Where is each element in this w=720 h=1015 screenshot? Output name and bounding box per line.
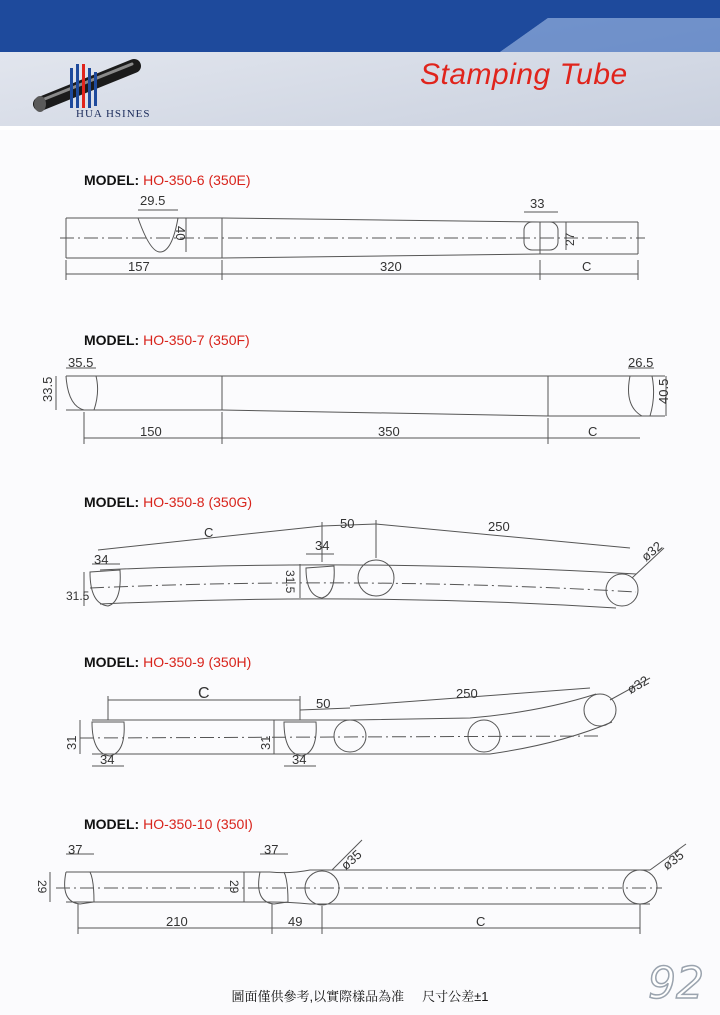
dim-label: C bbox=[476, 914, 486, 929]
tube-drawing-5 bbox=[0, 832, 720, 944]
dim-label: C bbox=[588, 424, 598, 439]
brand-name: HUA HSINES bbox=[76, 108, 151, 120]
model-name: HO-350-9 bbox=[143, 654, 205, 670]
dim-label: 49 bbox=[288, 914, 303, 929]
dim-label: C bbox=[198, 685, 210, 702]
dim-label: 40 bbox=[173, 226, 188, 241]
model-heading bbox=[84, 172, 251, 188]
dim-label: ø32 bbox=[638, 538, 666, 565]
model-label: MODEL: bbox=[84, 172, 140, 188]
tube-drawing-3 bbox=[0, 512, 720, 622]
tube-drawing-4 bbox=[0, 672, 720, 782]
dim-label: ø32 bbox=[624, 672, 652, 697]
dim-label: 29.5 bbox=[140, 193, 166, 208]
dim-label: 34 bbox=[100, 752, 115, 767]
model-heading bbox=[84, 494, 252, 510]
model-name: HO-350-10 bbox=[143, 816, 213, 832]
dim-label: 29 bbox=[227, 880, 241, 894]
dim-label: 29 bbox=[35, 880, 49, 894]
model-heading bbox=[84, 332, 250, 348]
dim-label: 27 bbox=[563, 232, 577, 246]
dim-label: ø35 bbox=[337, 846, 365, 873]
model-name: HO-350-7 bbox=[143, 332, 205, 348]
dim-label: 34 bbox=[94, 552, 109, 567]
dim-label: 320 bbox=[380, 259, 402, 274]
model-code: (350G) bbox=[208, 494, 253, 510]
model-label: MODEL: bbox=[84, 332, 140, 348]
model-code: (350I) bbox=[216, 816, 253, 832]
dim-label: 31.5 bbox=[66, 589, 90, 603]
page-number: 92 bbox=[648, 958, 704, 1009]
dim-label: 157 bbox=[128, 259, 150, 274]
tolerance-text: 尺寸公差±1 bbox=[422, 989, 489, 1004]
model-heading bbox=[84, 816, 253, 832]
model-label: MODEL: bbox=[84, 816, 140, 832]
dim-label: 250 bbox=[488, 519, 510, 534]
dim-label: 50 bbox=[340, 516, 355, 531]
dim-label: ø35 bbox=[659, 847, 687, 873]
dim-label: 50 bbox=[316, 696, 331, 711]
dim-label: 350 bbox=[378, 424, 400, 439]
model-code: (350H) bbox=[208, 654, 252, 670]
model-label: MODEL: bbox=[84, 494, 140, 510]
dim-label: 37 bbox=[68, 842, 83, 857]
dim-label: 33 bbox=[530, 196, 545, 211]
footer-note bbox=[0, 986, 720, 1005]
dim-label: C bbox=[582, 259, 592, 274]
dim-label: 33.5 bbox=[40, 376, 55, 402]
dim-label: C bbox=[204, 525, 214, 540]
dim-label: 31 bbox=[258, 735, 273, 750]
dim-label: 210 bbox=[166, 914, 188, 929]
dim-label: 250 bbox=[456, 686, 478, 701]
page-title: Stamping Tube bbox=[420, 58, 628, 91]
dim-label: 40.5 bbox=[656, 378, 671, 404]
dim-label: 31.5 bbox=[283, 570, 297, 594]
tube-drawing-2 bbox=[0, 352, 720, 452]
dim-label: 35.5 bbox=[68, 355, 94, 370]
model-heading bbox=[84, 654, 251, 670]
disclaimer-text: 圖面僅供參考,以實際樣品為准 bbox=[231, 989, 405, 1004]
dim-label: 150 bbox=[140, 424, 162, 439]
dim-label: 31 bbox=[64, 735, 79, 750]
dim-label: 34 bbox=[292, 752, 307, 767]
model-name: HO-350-8 bbox=[143, 494, 205, 510]
model-code: (350F) bbox=[208, 332, 250, 348]
model-name: HO-350-6 bbox=[143, 172, 205, 188]
dim-label: 26.5 bbox=[628, 355, 654, 370]
dim-label: 34 bbox=[315, 538, 330, 553]
tube-drawing-1 bbox=[0, 190, 720, 290]
model-code: (350E) bbox=[208, 172, 251, 188]
dim-label: 37 bbox=[264, 842, 279, 857]
model-label: MODEL: bbox=[84, 654, 140, 670]
